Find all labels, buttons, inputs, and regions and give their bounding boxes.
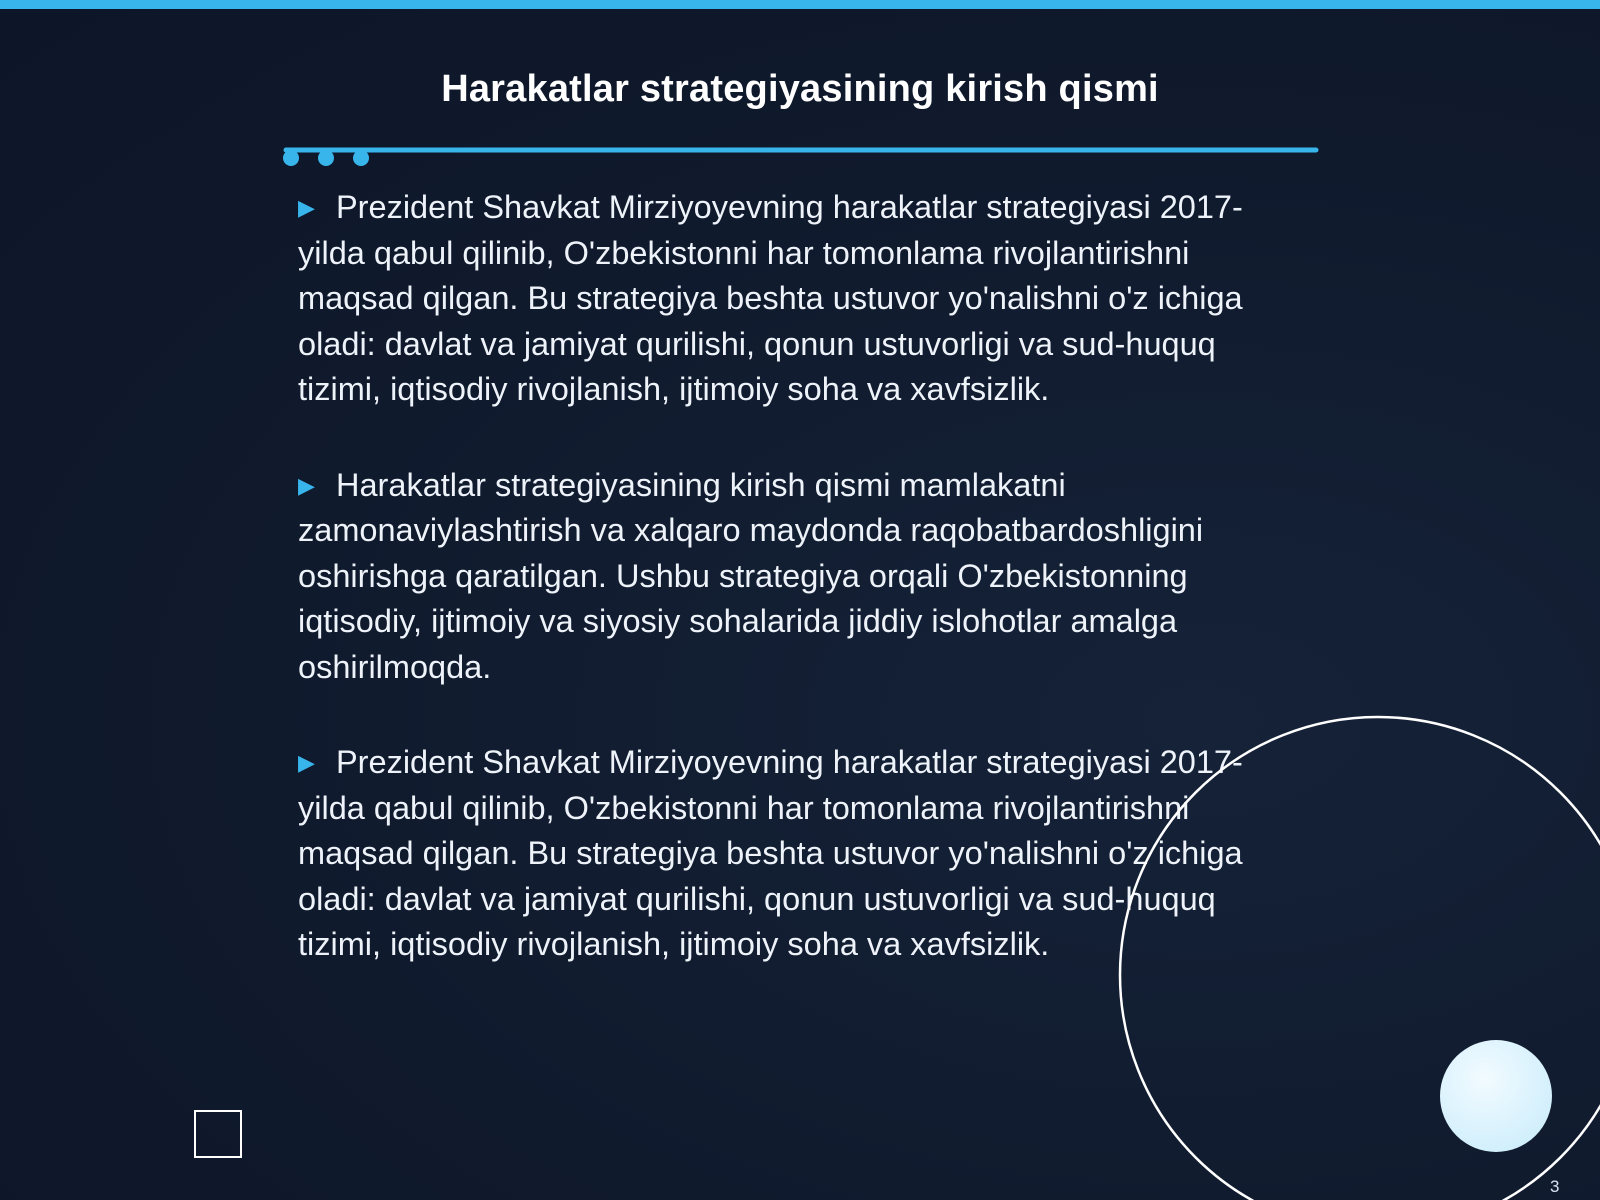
slide-number: 3 xyxy=(1550,1177,1560,1196)
bullet-arrow-icon: ▶ xyxy=(298,750,315,775)
bullet-text-3: Prezident Shavkat Mirziyoyevning harakatlar strategiyasi 2017-yilda qabul qilinib, O'zbekistonni har tomonlama rivojlantirishni maqsad qilgan. Bu strategiya beshta ustuvor yo'nalishni o'z ichiga oladi: davlat va jamiyat qurilishi, qonun ustuvorligi va sud-huquq tizimi, iqtisodiy rivojlanish, ijtimoiy soha va xavfsizlik. xyxy=(298,744,1243,962)
bullet-item-2 xyxy=(298,463,1298,691)
bullet-arrow-icon: ▶ xyxy=(298,195,315,220)
outline-square xyxy=(194,1110,242,1158)
filled-circle xyxy=(1440,1040,1552,1152)
slide-title: Harakatlar strategiyasining kirish qismi xyxy=(441,68,1159,110)
bullet-text-1: Prezident Shavkat Mirziyoyevning harakatlar strategiyasi 2017-yilda qabul qilinib, O'zbekistonni har tomonlama rivojlantirishni maqsad qilgan. Bu strategiya beshta ustuvor yo'nalishni o'z ichiga oladi: davlat va jamiyat qurilishi, qonun ustuvorligi va sud-huquq tizimi, iqtisodiy rivojlanish, ijtimoiy soha va xavfsizlik. xyxy=(298,189,1243,407)
bullet-item-1 xyxy=(298,185,1298,413)
decor-dot-3 xyxy=(353,150,369,166)
bullet-item-3 xyxy=(298,740,1298,968)
bullet-text-2: Harakatlar strategiyasining kirish qismi mamlakatni zamonaviylashtirish va xalqaro maydonda raqobatbardoshligini oshirishga qaratilgan. Ushbu strategiya orqali O'zbekistonning iqtisodiy, ijtimoiy va siyosiy sohalarida jiddiy islohotlar amalga oshirilmoqda. xyxy=(298,466,1204,685)
title-underline xyxy=(0,0,1600,200)
decor-dot-2 xyxy=(318,150,334,166)
bullet-arrow-icon: ▶ xyxy=(298,472,315,498)
bullet-list xyxy=(298,185,1298,1018)
decor-dot-1 xyxy=(283,150,299,166)
